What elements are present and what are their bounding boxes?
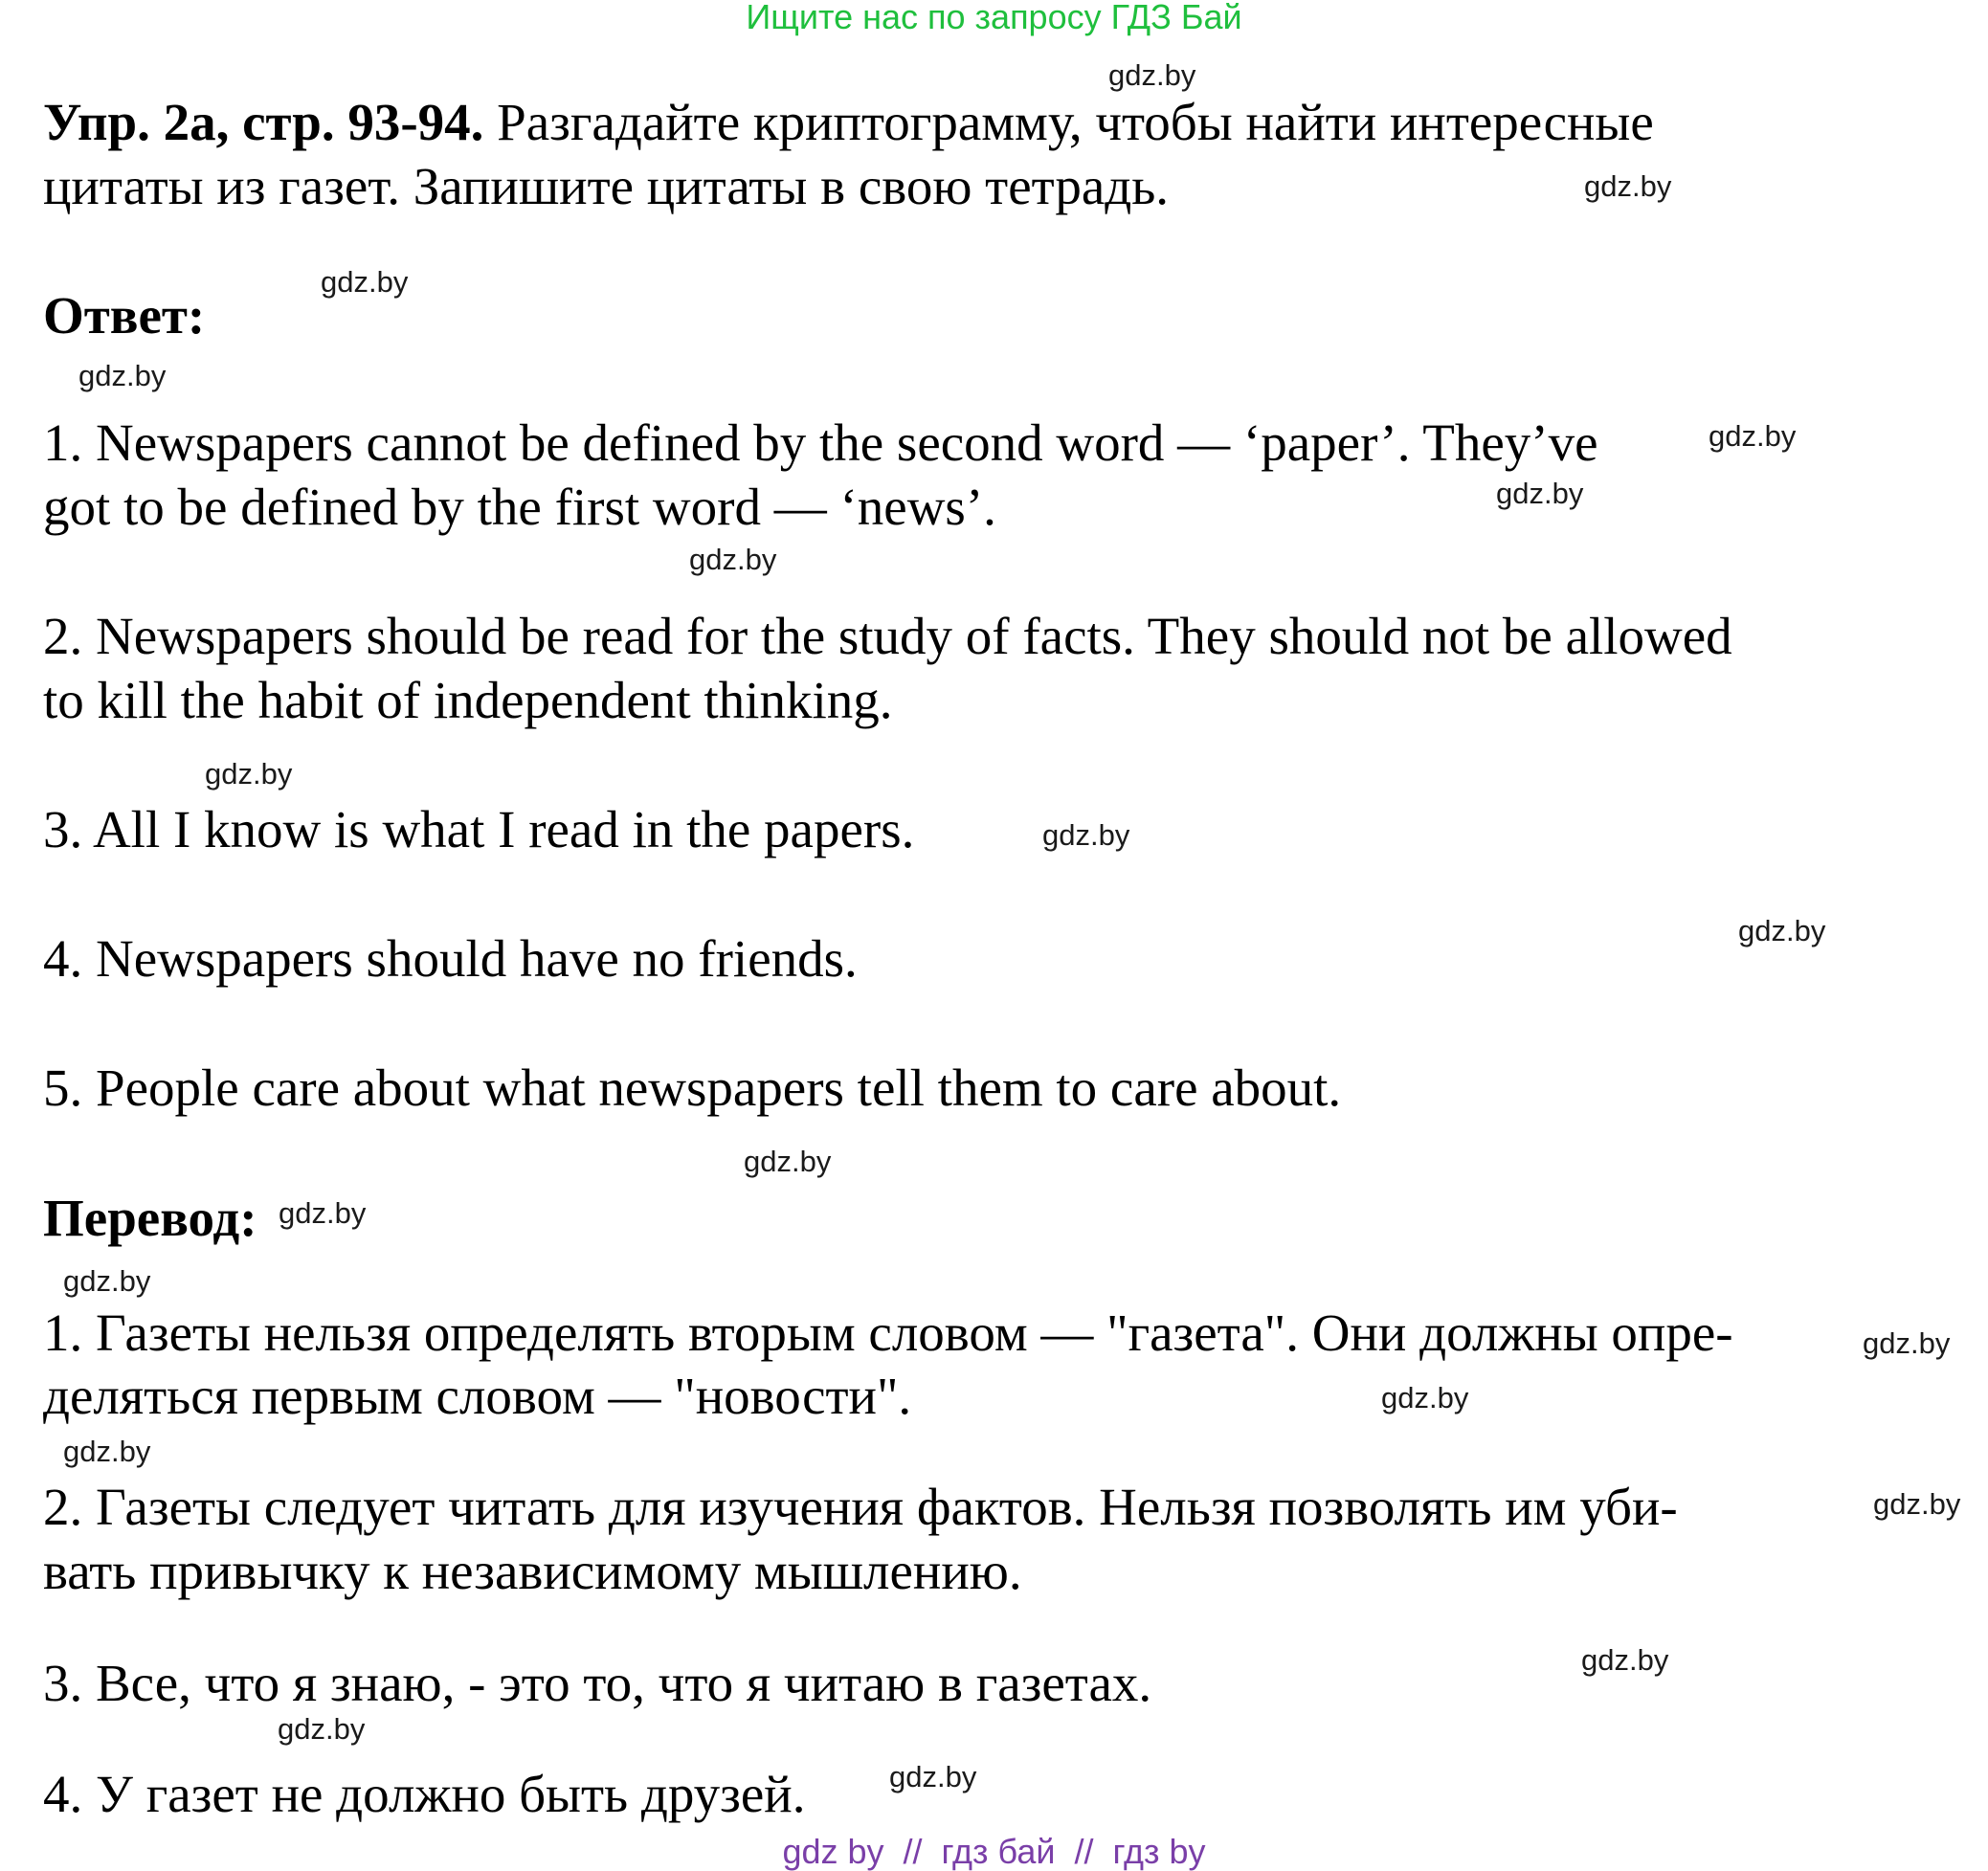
watermark: gdz.by xyxy=(1581,1643,1669,1677)
task-label: Упр. 2а, стр. 93-94. xyxy=(43,93,484,151)
watermark: gdz.by xyxy=(205,757,293,791)
translation-heading: Перевод: xyxy=(43,1189,257,1247)
watermark: gdz.by xyxy=(1709,419,1797,453)
task-line-1 xyxy=(43,91,1654,154)
watermark: gdz.by xyxy=(63,1435,151,1468)
translation-1-line-2: деляться первым словом — "новости". xyxy=(43,1367,912,1425)
translation-3: 3. Все, что я знаю, - это то, что я читаю в газетах. xyxy=(43,1654,1152,1712)
watermark: gdz.by xyxy=(744,1145,832,1178)
answer-3: 3. All I know is what I read in the papers. xyxy=(43,800,915,858)
watermark: gdz.by xyxy=(63,1264,151,1298)
translation-2-line-1: 2. Газеты следует читать для изучения фактов. Нельзя позволять им уби- xyxy=(43,1478,1678,1536)
translation-1-line-1: 1. Газеты нельзя определять вторым словом — "газета". Они должны опре- xyxy=(43,1303,1733,1362)
watermark: gdz.by xyxy=(1381,1381,1469,1414)
translation-2-line-2: вать привычку к независимому мышлению. xyxy=(43,1542,1022,1600)
watermark: gdz.by xyxy=(279,1196,367,1230)
watermark: gdz.by xyxy=(1873,1487,1961,1521)
translation-4: 4. У газет не должно быть друзей. xyxy=(43,1765,806,1823)
top-banner[interactable]: Ищите нас по запросу ГДЗ Бай xyxy=(746,0,1242,36)
answer-1-line-2: got to be defined by the first word — ‘news’. xyxy=(43,478,996,536)
watermark: gdz.by xyxy=(1496,477,1584,510)
answer-4: 4. Newspapers should have no friends. xyxy=(43,929,858,988)
watermark: gdz.by xyxy=(321,265,409,299)
watermark: gdz.by xyxy=(1738,914,1826,947)
answer-5: 5. People care about what newspapers tell them to care about. xyxy=(43,1058,1342,1117)
answer-heading: Ответ: xyxy=(43,286,206,345)
watermark: gdz.by xyxy=(889,1760,977,1793)
task-text-1: Разгадайте криптограмму, чтобы найти интересные xyxy=(497,93,1654,151)
watermark: gdz.by xyxy=(78,359,167,392)
answer-1-line-1: 1. Newspapers cannot be defined by the second word — ‘paper’. They’ve xyxy=(43,413,1598,472)
watermark: gdz.by xyxy=(278,1712,366,1746)
answer-2-line-1: 2. Newspapers should be read for the study of facts. They should not be allowed xyxy=(43,607,1732,665)
task-line-2: цитаты из газет. Запишите цитаты в свою тетрадь. xyxy=(43,157,1170,215)
watermark: gdz.by xyxy=(1108,58,1196,92)
watermark: gdz.by xyxy=(1042,818,1130,852)
answer-2-line-2: to kill the habit of independent thinking. xyxy=(43,671,893,729)
watermark: gdz.by xyxy=(689,543,777,576)
watermark: gdz.by xyxy=(1863,1326,1951,1360)
watermark: gdz.by xyxy=(1584,169,1672,203)
footer-links[interactable]: gdz by // гдз бай // гдз by xyxy=(782,1832,1206,1871)
